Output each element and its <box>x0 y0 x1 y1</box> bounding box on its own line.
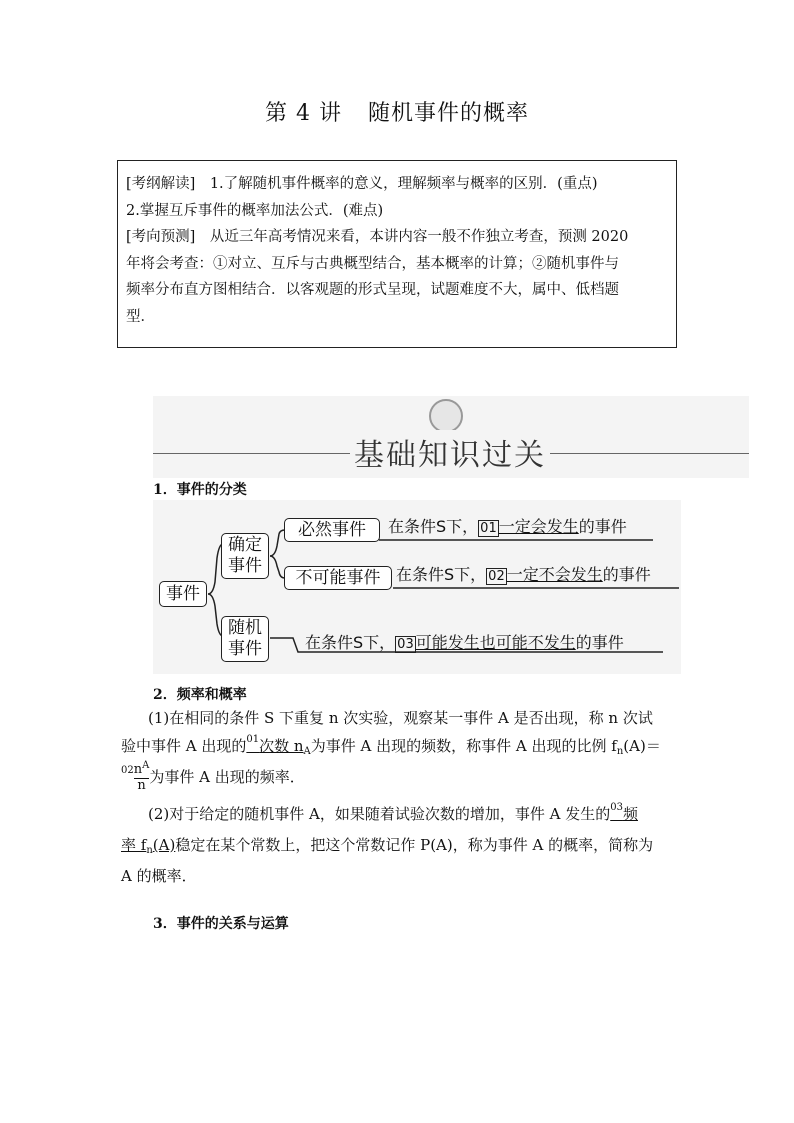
bell-icon <box>429 399 463 433</box>
section-heading: 1．事件的分类 <box>153 482 247 498</box>
root-node: 事件 <box>159 581 207 607</box>
certain-event-node: 确定事件 <box>221 533 269 579</box>
syllabus-tag: [考纲解读] <box>126 176 196 192</box>
page-title <box>0 96 794 127</box>
forecast-tag: [考向预测] <box>126 229 196 245</box>
syllabus-line: 频率分布直方图相结合．以客观题的形式呈现，试题难度不大，属中、低档题 <box>126 282 619 298</box>
section-heading: 2．频率和概率 <box>153 687 247 703</box>
lecture-topic: 随机事件的概率 <box>367 101 529 126</box>
random-event-node: 随机事件 <box>221 616 269 662</box>
syllabus-box <box>117 160 677 348</box>
sure-event-node: 必然事件 <box>284 518 380 542</box>
syllabus-line: 1.了解随机事件概率的意义，理解频率与概率的区别．(重点) <box>209 176 598 192</box>
lecture-number: 第 4 讲 <box>265 101 342 126</box>
syllabus-line: 2.掌握互斥事件的概率加法公式．(难点) <box>126 202 384 219</box>
impossible-event-node: 不可能事件 <box>284 566 392 590</box>
section-banner <box>153 396 749 478</box>
frequency-paragraph: (1)在相同的条件 S 下重复 n 次实验，观察某一事件 A 是否出现，称 n 次试 验中事件 A 出现的$^{01}$次数 $n_A$为事件 A 出现的频数，称事件 A 出现的比例 $f_n(A)=$ $^{02}$ $\frac{n^A}{n}$ 为事件 A 出现的频率． (2)对于给定的随机事件 A，如果随着试验次数的增加，事件 A 发生的$^{03}$频 率 $f_n(A)$稳定在某个常数上，把这个常数记作 P(A)，称为事件 A 的概率，简称为 A 的概率． <box>121 709 661 885</box>
impossible-event-desc: 在条件S下， 02 一定不会发生的事件 <box>396 565 651 584</box>
section-heading: 3．事件的关系与运算 <box>153 916 289 932</box>
banner-title: 基础知识过关 <box>350 430 550 474</box>
syllabus-line: 年将会考查：①对立、互斥与古典概型结合，基本概率的计算；②随机事件与 <box>126 255 619 272</box>
syllabus-line: 型． <box>126 308 155 325</box>
sure-event-desc: 在条件S下， 01 一定会发生的事件 <box>388 517 627 536</box>
event-classification-diagram <box>153 500 681 674</box>
random-event-desc: 在条件S下， 03 可能发生也可能不发生的事件 <box>305 633 624 652</box>
syllabus-line: 从近三年高考情况来看，本讲内容一般不作独立考查，预测 2020 <box>209 229 629 245</box>
